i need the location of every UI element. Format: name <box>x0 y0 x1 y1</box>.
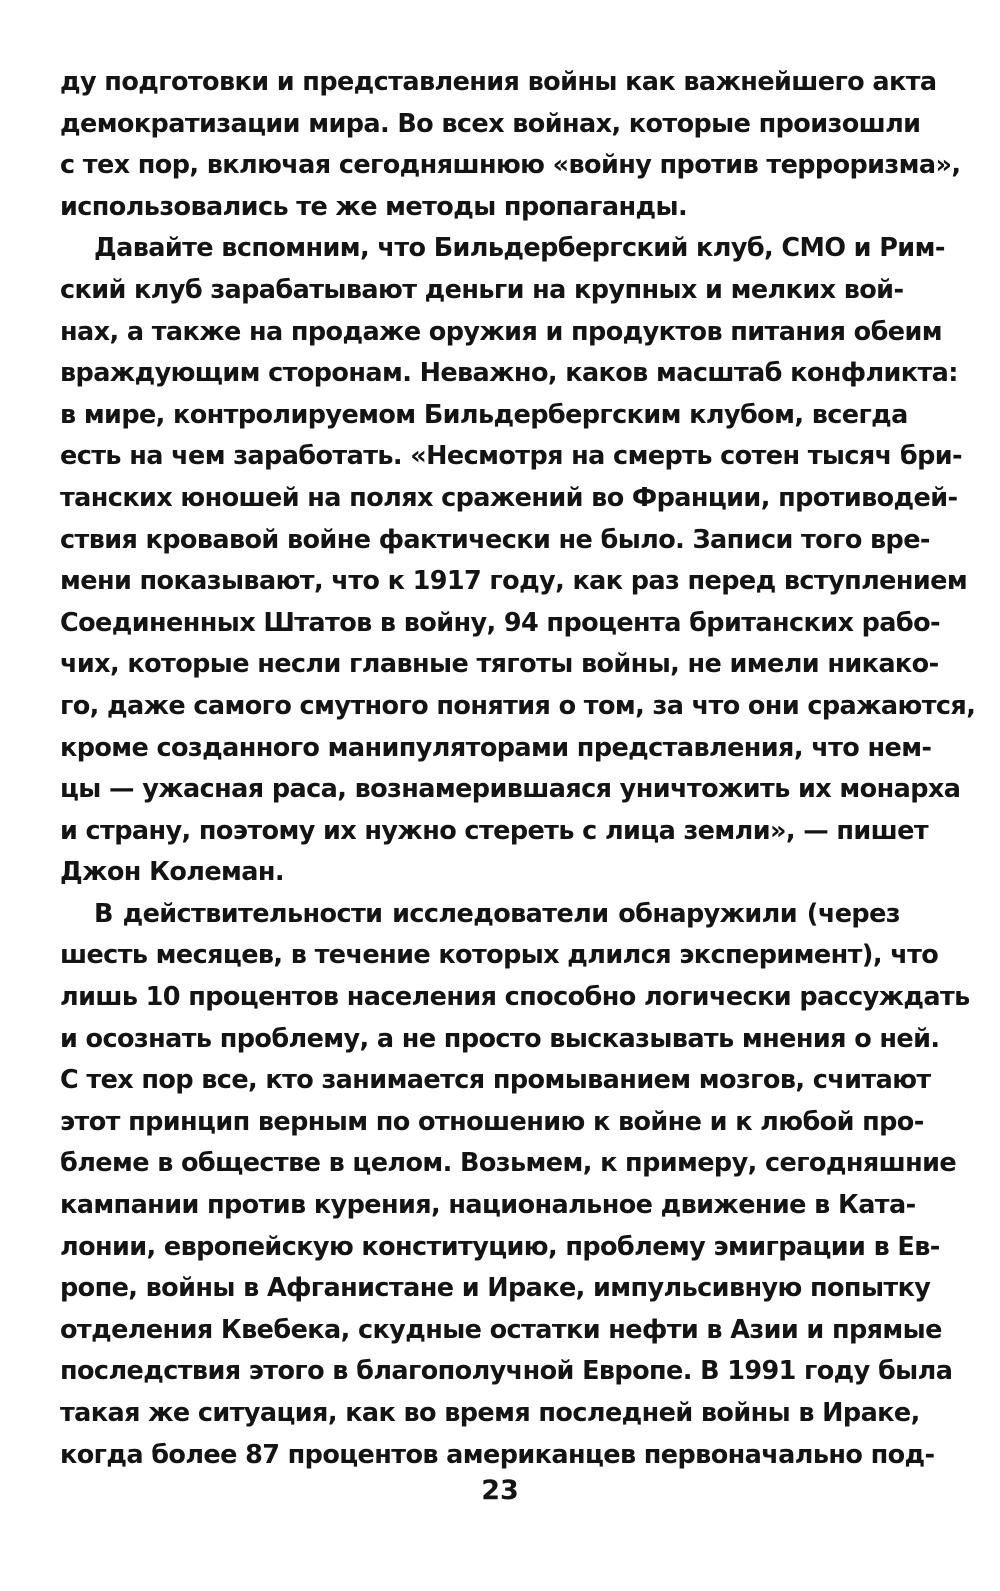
paragraph-3 <box>60 894 970 1476</box>
text-line: последствия этого в благополучной Европе. В 1991 году была <box>60 1356 953 1387</box>
text-line: блеме в обществе в целом. Возьмем, к примеру, сегодняшние <box>60 1148 957 1179</box>
page-number: 23 <box>481 1475 519 1506</box>
text-line: мени показывают, что к 1917 году, как раз перед вступлением <box>60 566 968 597</box>
text-line: В действительности исследователи обнаружили (через <box>94 898 900 929</box>
text-line: цы — ужасная раса, вознамерившаяся уничтожить их монарха <box>60 774 961 805</box>
text-line: ский клуб зарабатывают деньги на крупных и мелких вой- <box>60 274 904 305</box>
text-line: есть на чем заработать. «Несмотря на смерть сотен тысяч бри- <box>60 441 962 472</box>
text-line: кроме созданного манипуляторами представления, что нем- <box>60 732 932 763</box>
text-line: использовались те же методы пропаганды. <box>60 191 688 222</box>
text-line: С тех пор все, кто занимается промыванием мозгов, считают <box>60 1065 931 1096</box>
text-line: такая же ситуация, как во время последней войны в Ираке, <box>60 1398 920 1428</box>
text-line: этот принцип верным по отношению к войне и к любой про- <box>60 1106 924 1137</box>
text-line: в мире, контролируемом Бильдербергским клубом, всегда <box>60 399 908 430</box>
paragraph-1 <box>60 62 961 228</box>
text-line: ропе, войны в Афганистане и Ираке, импульсивную попытку <box>60 1273 931 1304</box>
text-line: ду подготовки и представления войны как важнейшего акта <box>60 67 937 97</box>
text-line: ствия кровавой войне фактически не было. Записи того вре- <box>60 524 930 555</box>
text-line: Давайте вспомним, что Бильдербергский клуб, СМО и Рим- <box>94 233 945 264</box>
text-line: Джон Колеман. <box>60 857 284 888</box>
text-line: кампании против курения, национальное движение в Ката- <box>60 1190 916 1221</box>
text-line: когда более 87 процентов американцев первоначально под- <box>60 1439 935 1470</box>
text-line: нах, а также на продаже оружия и продуктов питания обеим <box>60 316 943 347</box>
text-line: отделения Квебека, скудные остатки нефти в Азии и прямые <box>60 1314 942 1345</box>
text-line: лонии, европейскую конституцию, проблему эмиграции в Ев- <box>60 1231 940 1262</box>
text-line: лишь 10 процентов населения способно логически рассуждать <box>60 982 970 1013</box>
text-line: демократизации мира. Во всех войнах, которые произошли <box>60 108 921 139</box>
text-line: и страну, поэтому их нужно стереть с лица земли», — пишет <box>60 815 929 846</box>
text-line: с тех пор, включая сегодняшнюю «войну против терроризма», <box>60 150 961 181</box>
text-line: чих, которые несли главные тяготы войны, не имели никако- <box>60 649 939 680</box>
text-line: го, даже самого смутного понятия о том, за что они сражаются, <box>60 690 976 721</box>
text-line: Соединенных Штатов в войну, 94 процента британских рабо- <box>60 607 941 638</box>
text-line: танских юношей на полях сражений во Франции, противодей- <box>60 482 958 513</box>
text-line: и осознать проблему, а не просто высказывать мнения о ней. <box>60 1023 940 1054</box>
text-line: шесть месяцев, в течение которых длился эксперимент), что <box>60 940 939 971</box>
page-text <box>60 62 976 1476</box>
paragraph-2 <box>60 228 976 894</box>
text-line: враждующим сторонам. Неважно, каков масштаб конфликта: <box>60 358 958 389</box>
